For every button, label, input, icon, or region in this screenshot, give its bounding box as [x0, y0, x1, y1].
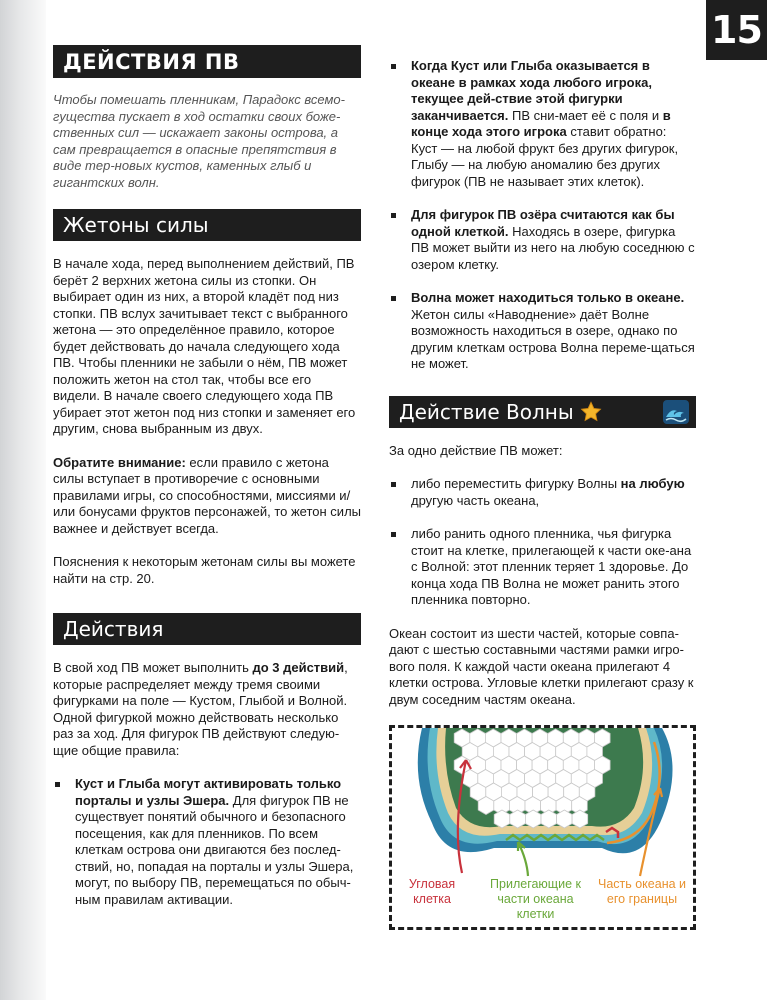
hex-cell [557, 810, 573, 828]
hex-cell [572, 810, 588, 828]
rule-text-2: ставит обратно: Куст — на любой фрукт без других фигурок, Глыбу — на любую аномалию без других фигурок (ПВ не называет этих клеток). [411, 124, 679, 189]
hex-cell [494, 810, 510, 828]
ocean-diagram [389, 725, 696, 930]
rule-text: Жетон силы «Наводнение» даёт Волне возможность находиться в озере, однако по другим клеткам острова Волна переме-щаться не может. [411, 306, 695, 371]
rule-bold: Волна может находиться только в океане. [411, 290, 685, 305]
wave-intro: За одно действие ПВ может: [389, 442, 563, 458]
actions-heading: Действия [53, 613, 361, 645]
option-text-a: либо переместить фигурку Волны [411, 476, 621, 491]
rule-bold: Для фигурок ПВ озёра считаются как бы одной клеткой. [411, 207, 675, 239]
tokens-heading: Жетоны силы [53, 209, 361, 241]
rule-bold: Куст и Глыба могут активировать только порталы и узлы Эшера. [75, 776, 342, 808]
tokens-paragraph: В начале хода, перед выполнением действий, ПВ берёт 2 верхних жетона силы из стопки. Он выбирает один из них, а второй кладёт под низ стопки. ПВ вслух зачитывает текст с выбранного жетона — это определённое правило, которое будет действовать до начала следующего хода ПВ. Чтобы пленники не забыли о нём, ПВ может положить жетон на стол так, чтобы все его видели. В начале своего следующего хода ПВ убирает этот жетон под низ стопки и заменяет его другим, снова выбранным из двух. [53, 256, 356, 436]
option-bold: на любую [620, 476, 685, 491]
hex-cell [525, 810, 541, 828]
actions-paragraph [53, 660, 361, 759]
note-bold: Обратите внимание: [53, 454, 186, 470]
actions-rules-list-left [53, 776, 361, 908]
tokens-note [53, 455, 361, 538]
wave-heading-title: Действие Волны [399, 399, 574, 424]
rule-text: ПВ сни-мает её с поля и [508, 107, 663, 123]
left-column [53, 45, 361, 908]
wave-icon [662, 399, 690, 425]
actions-rules-list-right [389, 58, 696, 373]
ocean-paragraph: Океан состоит из шести частей, которые совпа-дают с шестью составными частями рамки игро-вого поля. К каждой части океана прилегают 4 клетки острова. Угловые клетки прилегают сразу к двум соседним частям океана. [389, 625, 694, 707]
list-item [389, 58, 696, 190]
hex-cell [478, 797, 494, 815]
page-number: 15 [706, 0, 767, 60]
wave-heading [389, 396, 696, 428]
list-item [53, 776, 361, 908]
note-text: если правило с жетона силы вступает в противоречие с основными правилами игры, со способностями, миссиями и/или бонусами фруктов персонажей, то жетон силы важнее и действует всегда. [53, 454, 362, 536]
tokens-reference: Пояснения к некоторым жетонам силы вы можете найти на стр. 20. [53, 554, 356, 586]
rule-text: Находясь в озере, фигурка ПВ может выйти из него на любую соседнюю с озером клетку. [411, 223, 695, 272]
rule-text: Для фигурок ПВ не существует понятий обычного и безопасного посещения, как для пленников. По всем клеткам острова они двигаются без послед-ствий, но, попадая на порталы и узлы Эшера, могут, по выбору ПВ, перемещаться по обыч-ным правилам активации. [75, 792, 354, 907]
list-item: либо ранить одного пленника, чья фигурка стоит на клетке, прилегающей к части оке-ана с Волной: этот пленник теряет 1 здоровье. До конца хода ПВ Волна не может ранить этого пленника повторно. [389, 526, 696, 609]
wave-options-list [389, 476, 696, 609]
caption-ocean-part: Часть океана и его границы [597, 877, 687, 906]
star-icon [580, 401, 602, 423]
option-text-b: другую часть океана, [411, 492, 540, 508]
caption-adjacent-cells: Прилегающие к части океана клетки [490, 877, 581, 921]
page-spine-shadow [0, 0, 46, 1000]
list-item [389, 207, 696, 273]
main-heading: ДЕЙСТВИЯ ПВ [53, 45, 361, 78]
hex-cell [510, 810, 526, 828]
caption-corner-cell: Угловая клетка [408, 877, 456, 906]
intro-text: Чтобы помешать пленникам, Парадокс всемо-гущества пускает в ход остатки своих боже-ственных сил — искажает законы острова, а сам превращается в опасные препятствия в виде тер-новых кустов, каменных глыб и гигантских волн. [53, 92, 345, 190]
list-item [389, 290, 696, 373]
rule-bold-2: в конце хода этого игрока [411, 107, 671, 139]
actions-text-a: В свой ход ПВ может выполнить [53, 660, 253, 675]
actions-text-b: , которые распределяет между тремя своими фигурками на поле — Кустом, Глыбой и Волной. Одной фигуркой можно действовать несколько раз за ход. Для фигурок ПВ действуют следую-щие общие правила: [53, 660, 348, 758]
hex-cell [541, 810, 557, 828]
list-item [389, 476, 696, 509]
actions-bold: до 3 действий [252, 660, 345, 675]
rule-bold: Когда Куст или Глыба оказывается в океане в рамках хода любого игрока, текущее дей-ствие этой фигурки заканчивается. [411, 58, 652, 123]
right-column [389, 58, 696, 708]
